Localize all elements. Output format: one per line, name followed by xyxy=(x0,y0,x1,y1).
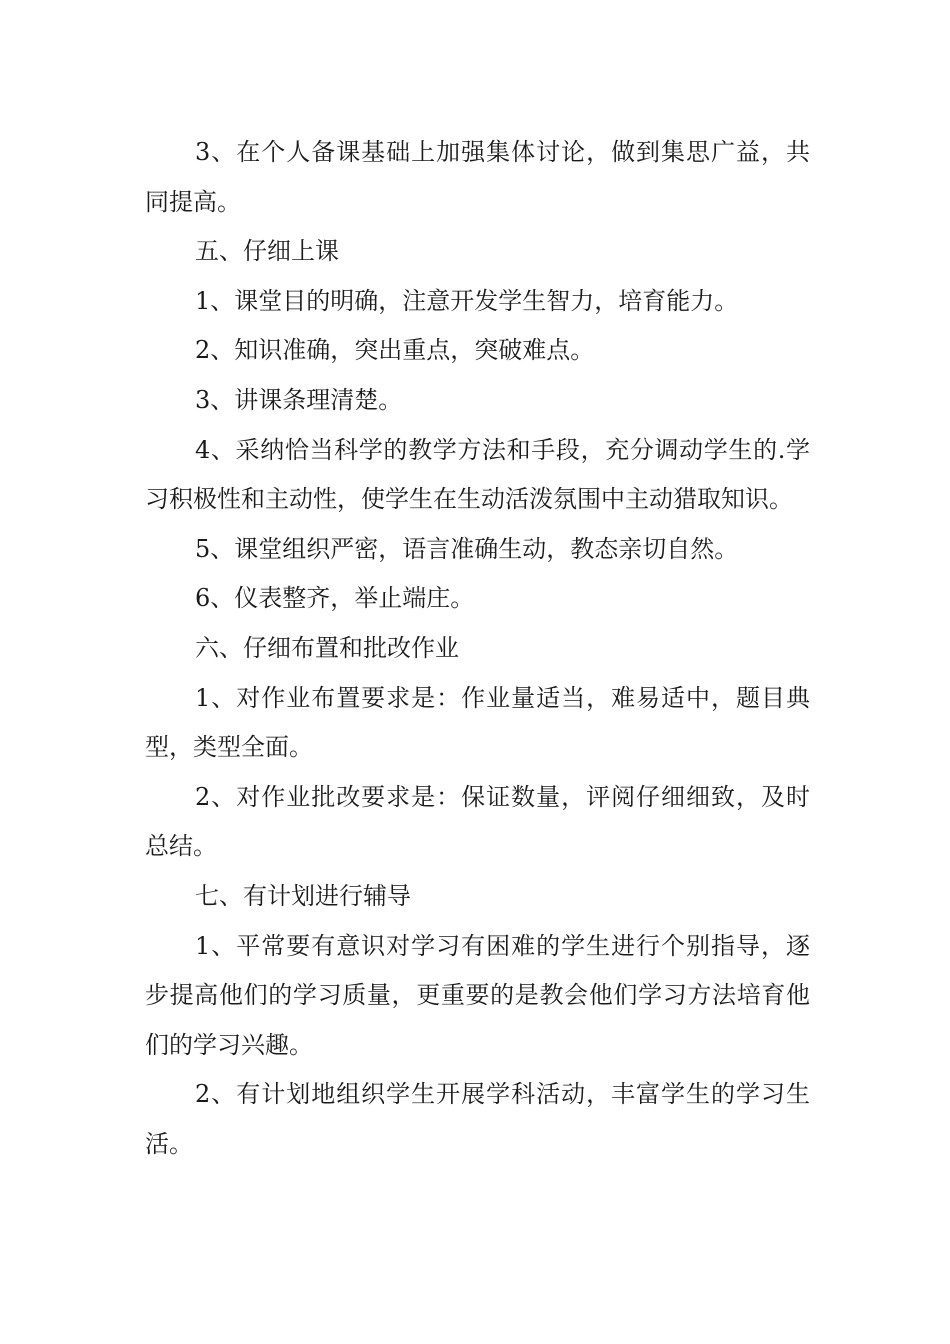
paragraph-10: 1、平常要有意识对学习有困难的学生进行个别指导，逐步提高他们的学习质量，更重要的是教会他们学习方法培育他们的学习兴趣。 xyxy=(145,931,810,1059)
paragraph-4: 3、讲课条理清楚。 xyxy=(195,385,403,414)
paragraph-11: 2、有计划地组织学生开展学科活动，丰富学生的学习生活。 xyxy=(145,1080,810,1158)
paragraph-6: 5、课堂组织严密，语言准确生动，教态亲切自然。 xyxy=(195,534,739,563)
paragraph-9: 2、对作业批改要求是：保证数量，评阅仔细细致，及时总结。 xyxy=(145,782,810,861)
paragraph-5: 4、采纳恰当科学的教学方法和手段，充分调动学生的.学习积极性和主动性，使学生在生动活泼氛围中主动猎取知识。 xyxy=(145,435,810,514)
document-body xyxy=(145,128,810,1169)
paragraph-2: 1、课堂目的明确，注意开发学生智力，培育能力。 xyxy=(195,286,739,315)
paragraph-3: 2、知识准确，突出重点，突破难点。 xyxy=(195,336,595,365)
paragraph-7: 6、仪表整齐，举止端庄。 xyxy=(195,584,475,613)
section-heading-6: 六、仔细布置和批改作业 xyxy=(195,633,459,662)
section-heading-7: 七、有计划进行辅导 xyxy=(195,881,411,910)
paragraph-1: 3、在个人备课基础上加强集体讨论，做到集思广益，共同提高。 xyxy=(145,138,810,216)
paragraph-8: 1、对作业布置要求是：作业量适当，难易适中，题目典型，类型全面。 xyxy=(145,683,810,762)
section-heading-5: 五、仔细上课 xyxy=(195,237,339,266)
